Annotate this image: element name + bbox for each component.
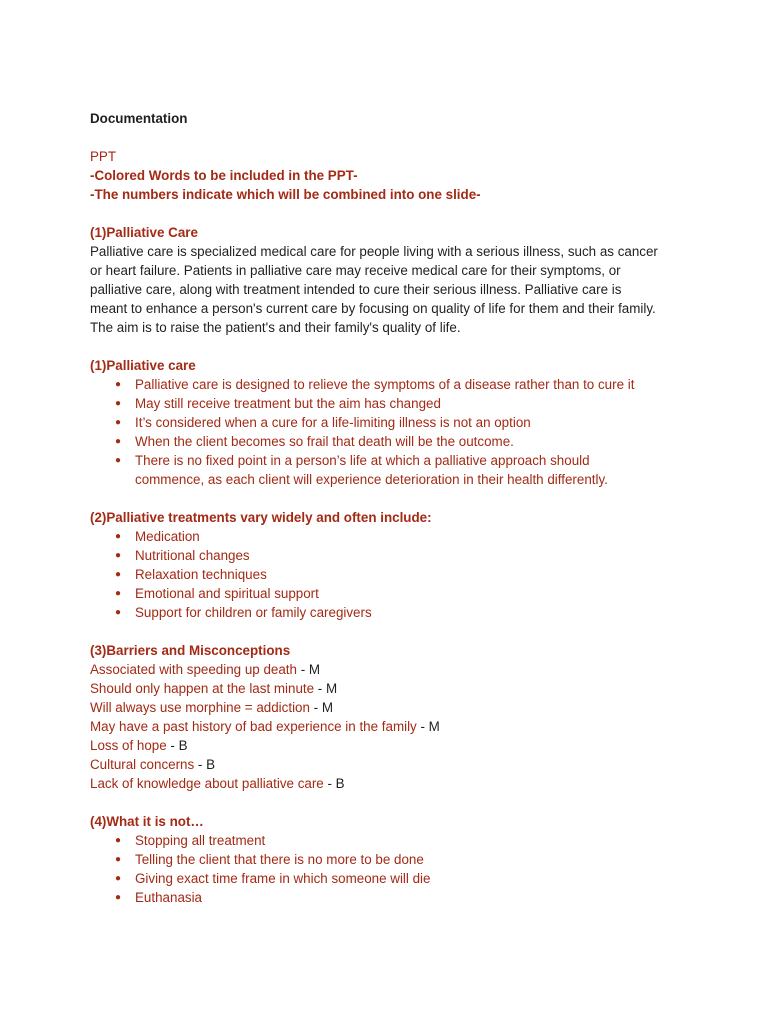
ppt-note-1: -Colored Words to be included in the PPT- <box>90 168 358 183</box>
bullet-icon: ● <box>115 455 122 466</box>
ppt-label: PPT <box>90 149 117 164</box>
bullet-icon: ● <box>115 569 122 580</box>
bullet-icon: ● <box>115 588 122 599</box>
barrier-row: Cultural concerns - B <box>90 757 216 772</box>
paragraph-line: The aim is to raise the patient's and their family's quality of life. <box>90 320 461 335</box>
barrier-row: Will always use morphine = addiction - M <box>90 700 333 715</box>
ppt-note-2: -The numbers indicate which will be combined into one slide- <box>90 187 481 202</box>
section-heading-palliative-care-list: (1)Palliative care <box>90 358 196 373</box>
barrier-row: Associated with speeding up death - M <box>90 662 321 677</box>
list-item: ● Stopping all treatment <box>115 833 266 848</box>
list-item: ● Euthanasia <box>115 890 203 905</box>
bullet-icon: ● <box>115 835 122 846</box>
bullet-icon: ● <box>115 607 122 618</box>
what-it-is-not-list <box>90 831 690 907</box>
section-heading-what-it-is-not: (4)What it is not… <box>90 814 204 829</box>
list-item: ● Relaxation techniques <box>115 567 267 582</box>
bullet-icon: ● <box>115 417 122 428</box>
bullet-icon: ● <box>115 531 122 542</box>
treatments-list <box>90 527 690 622</box>
barriers-list <box>90 660 690 793</box>
palliative-care-paragraph <box>90 242 690 337</box>
section-heading-barriers: (3)Barriers and Misconceptions <box>90 643 291 658</box>
paragraph-line: or heart failure. Patients in palliative care may receive medical care for their symptoms, or <box>90 263 621 278</box>
list-item: ● There is no fixed point in a person’s life at which a palliative approach should <box>115 453 590 468</box>
document-title: Documentation <box>90 111 188 126</box>
document-body <box>90 109 690 907</box>
barrier-row: Should only happen at the last minute - M <box>90 681 338 696</box>
list-item-continuation: commence, as each client will experience deterioration in their health differently. <box>135 472 608 487</box>
list-item: ● May still receive treatment but the aim has changed <box>115 396 441 411</box>
bullet-icon: ● <box>115 436 122 447</box>
list-item: ● It’s considered when a cure for a life-limiting illness is not an option <box>115 415 531 430</box>
paragraph-line: palliative care, along with treatment intended to cure their serious illness. Palliative care is <box>90 282 622 297</box>
palliative-care-list <box>90 375 690 489</box>
paragraph-line: meant to enhance a person's current care by focusing on quality of life for them and their family. <box>90 301 656 316</box>
bullet-icon: ● <box>115 892 122 903</box>
section-heading-palliative-care: (1)Palliative Care <box>90 225 198 240</box>
list-item: ● Telling the client that there is no more to be done <box>115 852 424 867</box>
list-item: ● Nutritional changes <box>115 548 250 563</box>
bullet-icon: ● <box>115 379 122 390</box>
list-item: ● Emotional and spiritual support <box>115 586 319 601</box>
paragraph-line: Palliative care is specialized medical care for people living with a serious illness, such as cancer <box>90 244 658 259</box>
list-item: ● Medication <box>115 529 200 544</box>
list-item: ● Giving exact time frame in which someone will die <box>115 871 431 886</box>
bullet-icon: ● <box>115 873 122 884</box>
section-heading-treatments: (2)Palliative treatments vary widely and often include: <box>90 510 432 525</box>
bullet-icon: ● <box>115 398 122 409</box>
barrier-row: Loss of hope - B <box>90 738 188 753</box>
bullet-icon: ● <box>115 550 122 561</box>
list-item: ● When the client becomes so frail that death will be the outcome. <box>115 434 514 449</box>
bullet-icon: ● <box>115 854 122 865</box>
barrier-row: May have a past history of bad experience in the family - M <box>90 719 440 734</box>
list-item: ● Palliative care is designed to relieve the symptoms of a disease rather than to cure it <box>115 377 635 392</box>
list-item: ● Support for children or family caregivers <box>115 605 372 620</box>
barrier-row: Lack of knowledge about palliative care - B <box>90 776 345 791</box>
